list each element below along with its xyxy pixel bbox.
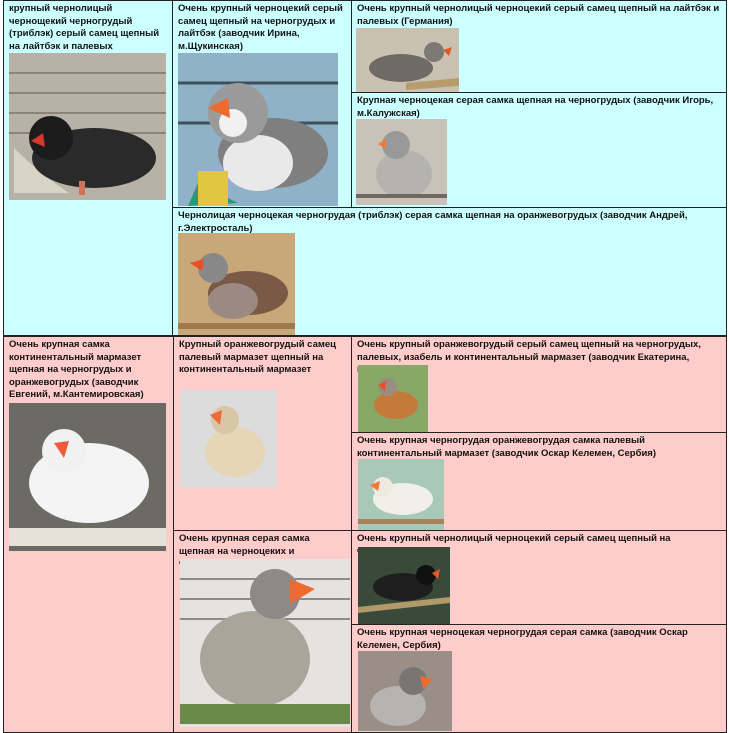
caption: Крупная черноцекая серая самка щепная на черногрудых (заводчик Игорь, м.Калужская) [357, 95, 714, 119]
photo-bird-grey-female [356, 119, 447, 205]
photo-bird-grey-female-large [180, 559, 350, 727]
caption: крупный чернолицый чернощекий черногрудый (триблэк) серый самец щепный на лайтбэк и палевых [9, 3, 160, 52]
top-cell-1 [3, 0, 173, 336]
bottom-cell-3 [351, 336, 727, 433]
caption: Очень крупный черноцекий серый самец щепный на черногрудых и лайтбэк (заводчик Ирина, м.Щукинская) [178, 3, 343, 52]
top-cell-2 [172, 0, 352, 208]
photo-bird-white-marmazet [9, 403, 166, 551]
photo-bird-black-face [9, 53, 166, 200]
photo-bird-grey-female-small [358, 651, 452, 731]
bottom-cell-7 [351, 624, 727, 733]
caption: Очень крупный оранжевогрудый серый самец щепный на черногрудых, палевых, изабель и континентальный мармазет (заводчик Екатерина, [357, 339, 701, 363]
photo-bird-grey-male-perch [356, 28, 459, 93]
bottom-cell-2 [173, 336, 352, 531]
caption: Очень крупная черногрудая оранжевогрудая самка палевый континентальный мармазет (заводчик Оскар Келемен, Сербия) [357, 435, 656, 459]
photo-bird-orange-breast-male [358, 365, 428, 432]
caption: Очень крупная черноцекая черногрудая серая самка (заводчик Оскар Келемен, Сербия) [357, 627, 688, 651]
caption: Очень крупный чернолицый черноцекий серый самец щепный на лайтбэк и палевых (Германия) [357, 3, 720, 27]
photo-bird-brown-female [178, 233, 295, 335]
top-cell-3 [351, 0, 727, 93]
photo-bird-white-female [358, 459, 444, 530]
caption: Очень крупная самка континентальный мармазет щепная на черногрудых и оранжевогрудых (заводчик Евгений, м.Кантемировская) [9, 339, 144, 400]
photo-bird-grey-male [178, 53, 338, 206]
caption: Очень крупная серая самка щепная на черноцеких и [179, 533, 310, 557]
top-cell-4 [351, 92, 727, 208]
bottom-cell-1 [3, 336, 174, 733]
caption: Чернолицая черноцекая черногрудая (триблэк) серая самка щепная на оранжевогрудых (заводчик Андрей, г.Электросталь) [178, 210, 688, 234]
bottom-cell-4 [351, 432, 727, 531]
caption: Очень крупный чернолицый черноцекий серый самец щепный на [357, 533, 671, 544]
top-cell-5 [172, 207, 727, 336]
photo-bird-black-face-male [358, 547, 450, 625]
bottom-cell-5 [173, 530, 352, 733]
caption: Крупный оранжевогрудый самец палевый мармазет щепный на континентальный мармазет [179, 339, 337, 375]
photo-bird-fawn-male [180, 390, 277, 488]
bottom-cell-6 [351, 530, 727, 625]
